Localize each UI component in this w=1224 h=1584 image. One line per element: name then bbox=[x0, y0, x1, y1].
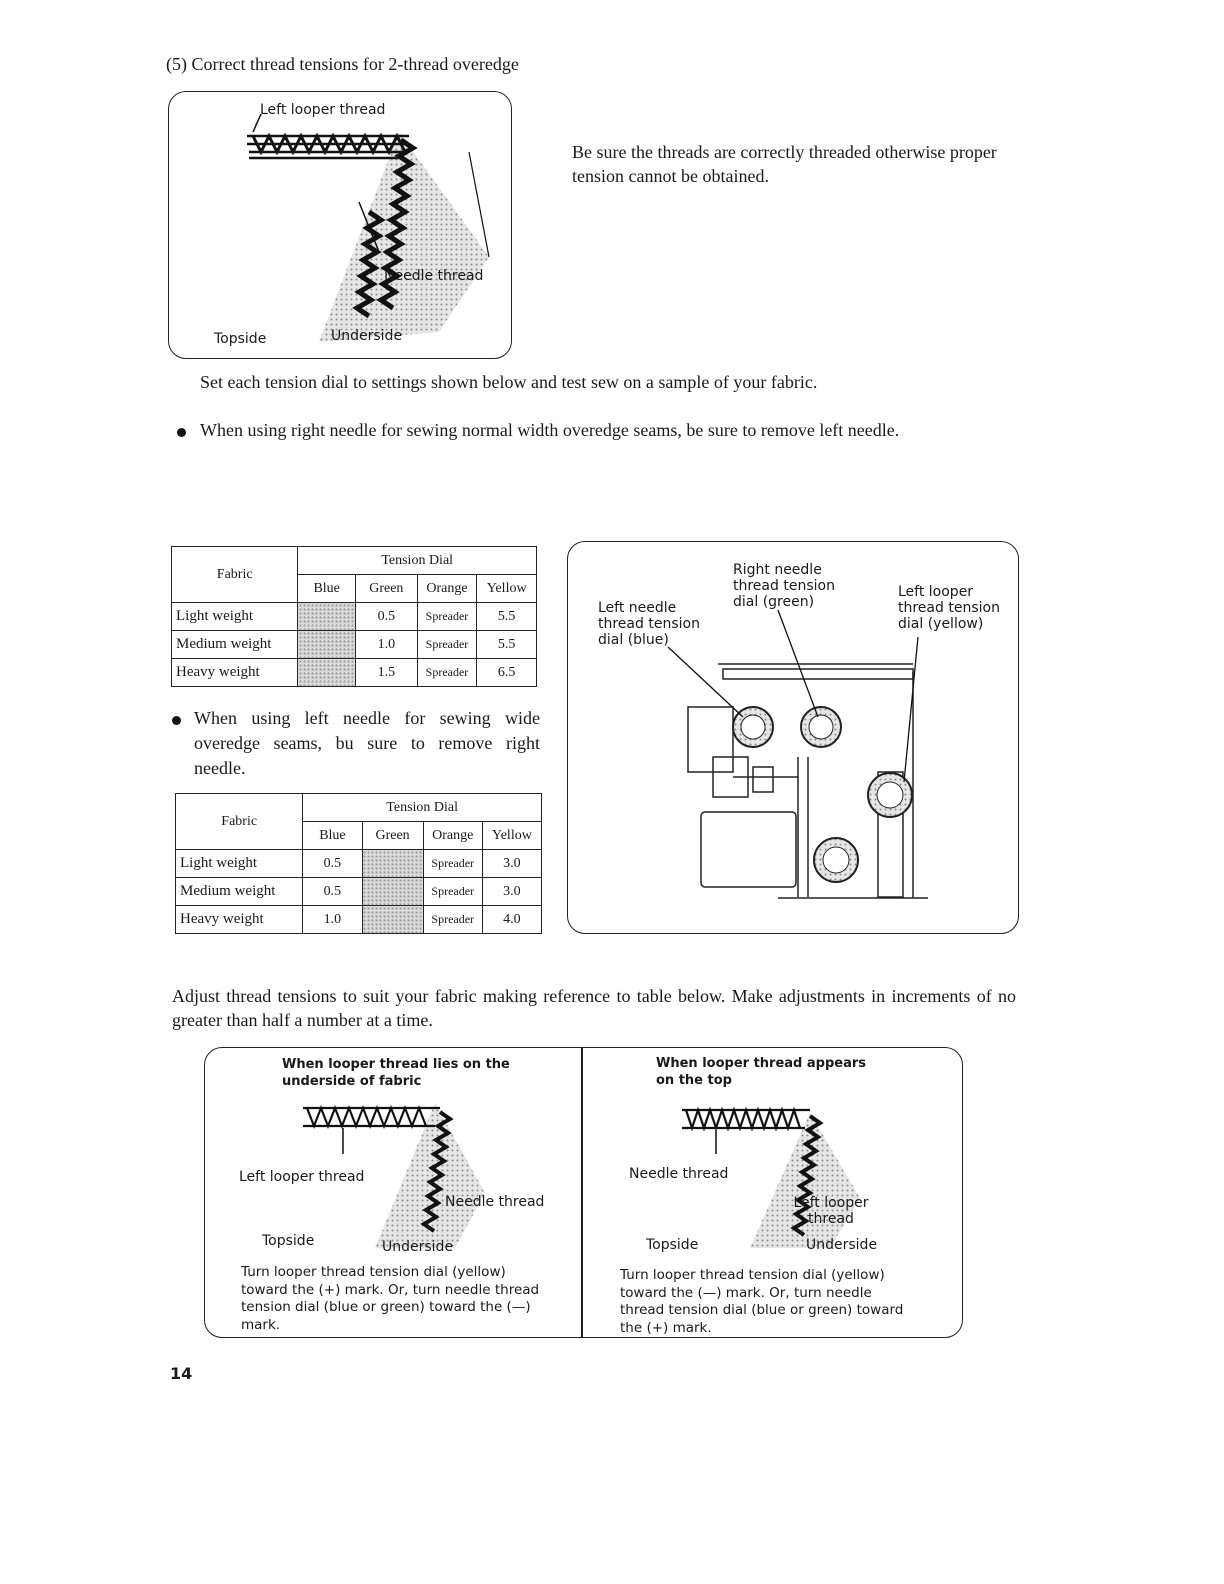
yellow-cell: 4.0 bbox=[482, 906, 541, 934]
left-needle-tension-table bbox=[175, 793, 542, 934]
orange-cell: Spreader bbox=[423, 906, 482, 934]
blue-cell bbox=[298, 603, 356, 631]
right-needle-dial-label: Right needle thread tension dial (green) bbox=[733, 562, 835, 610]
orange-cell: Spreader bbox=[417, 631, 477, 659]
table-row bbox=[172, 631, 537, 659]
set-dial-instruction: Set each tension dial to settings shown below and test sew on a sample of your fabric. bbox=[200, 372, 818, 392]
left-looper-dial-icon bbox=[868, 773, 912, 817]
table-row bbox=[172, 659, 537, 687]
underside-label: Underside bbox=[382, 1239, 454, 1255]
fabric-cell: Heavy weight bbox=[176, 906, 303, 934]
underside-label: Underside bbox=[806, 1237, 878, 1253]
green-cell: 0.5 bbox=[356, 603, 418, 631]
stitch-illustration bbox=[169, 92, 511, 358]
bullet-icon bbox=[172, 716, 181, 725]
blue-cell: 1.0 bbox=[303, 906, 362, 934]
left-looper-thread-label: Left looper thread bbox=[239, 1169, 365, 1185]
page-number: 14 bbox=[170, 1364, 193, 1383]
table-row bbox=[176, 906, 542, 934]
col-yellow: Yellow bbox=[477, 575, 537, 603]
underside-instruction: Turn looper thread tension dial (yellow) toward the (+) mark. Or, turn needle thread tension dial (blue or green) toward the (—) mark. bbox=[241, 1264, 540, 1333]
tension-adjust-figure bbox=[204, 1047, 963, 1338]
blue-cell bbox=[298, 659, 356, 687]
right-needle-tension-table bbox=[171, 546, 537, 687]
yellow-cell: 6.5 bbox=[477, 659, 537, 687]
fabric-cell: Heavy weight bbox=[172, 659, 298, 687]
needle-thread-label: Needle thread bbox=[629, 1166, 729, 1182]
green-cell bbox=[362, 850, 423, 878]
col-green: Green bbox=[356, 575, 418, 603]
col-yellow: Yellow bbox=[482, 822, 541, 850]
fabric-header: Fabric bbox=[176, 794, 303, 850]
orange-cell: Spreader bbox=[417, 659, 477, 687]
right-needle-bullet: When using right needle for sewing normal width overedge seams, be sure to remove left needle. bbox=[200, 420, 900, 440]
section-heading: (5) Correct thread tensions for 2-thread overedge bbox=[166, 54, 519, 74]
topside-label: Topside bbox=[646, 1237, 699, 1253]
col-orange: Orange bbox=[417, 575, 477, 603]
left-needle-bullet: When using left needle for sewing wide overedge seams, bu sure to remove right needle. bbox=[194, 708, 540, 778]
needle-thread-label: Needle thread bbox=[384, 268, 484, 284]
right-needle-dial-icon bbox=[801, 707, 841, 747]
threading-note: Be sure the threads are correctly threaded otherwise proper tension cannot be obtained. bbox=[572, 142, 997, 186]
left-looper-thread-label: Left looper thread bbox=[260, 102, 386, 118]
table-row bbox=[176, 850, 542, 878]
yellow-cell: 3.0 bbox=[482, 878, 541, 906]
tension-dial-header: Tension Dial bbox=[303, 794, 542, 822]
fabric-cell: Medium weight bbox=[172, 631, 298, 659]
col-orange: Orange bbox=[423, 822, 482, 850]
topside-heading: When looper thread appears on the top bbox=[656, 1056, 866, 1088]
green-cell bbox=[362, 906, 423, 934]
topside-instruction: Turn looper thread tension dial (yellow) toward the (—) mark. Or, turn needle thread tension dial (blue or green) toward the (+) mark. bbox=[620, 1267, 904, 1336]
fabric-cell: Medium weight bbox=[176, 878, 303, 906]
underside-heading: When looper thread lies on the underside of fabric bbox=[282, 1057, 510, 1089]
column-divider bbox=[581, 1048, 583, 1337]
table-row bbox=[176, 878, 542, 906]
orange-cell: Spreader bbox=[423, 878, 482, 906]
lower-looper-dial-icon bbox=[814, 838, 858, 882]
orange-cell: Spreader bbox=[417, 603, 477, 631]
fabric-cell: Light weight bbox=[172, 603, 298, 631]
green-cell: 1.5 bbox=[356, 659, 418, 687]
topside-label: Topside bbox=[214, 331, 267, 347]
adjust-instruction: Adjust thread tensions to suit your fabric making reference to table below. Make adjustments in increments of no greater than half a number at a time. bbox=[172, 986, 1016, 1030]
tension-dial-header: Tension Dial bbox=[298, 547, 537, 575]
left-looper-dial-label: Left looper thread tension dial (yellow) bbox=[898, 584, 1000, 632]
green-cell: 1.0 bbox=[356, 631, 418, 659]
topside-label: Topside bbox=[262, 1233, 315, 1249]
yellow-cell: 5.5 bbox=[477, 603, 537, 631]
underside-label: Underside bbox=[331, 328, 403, 344]
needle-thread-label: Needle thread bbox=[445, 1194, 545, 1210]
col-green: Green bbox=[362, 822, 423, 850]
tension-dials-figure bbox=[567, 541, 1019, 934]
green-cell bbox=[362, 878, 423, 906]
col-blue: Blue bbox=[303, 822, 362, 850]
col-blue: Blue bbox=[298, 575, 356, 603]
bullet-icon bbox=[177, 428, 186, 437]
yellow-cell: 3.0 bbox=[482, 850, 541, 878]
yellow-cell: 5.5 bbox=[477, 631, 537, 659]
orange-cell: Spreader bbox=[423, 850, 482, 878]
table-row bbox=[172, 603, 537, 631]
blue-cell bbox=[298, 631, 356, 659]
left-needle-dial-label: Left needle thread tension dial (blue) bbox=[598, 600, 700, 648]
fabric-header: Fabric bbox=[172, 547, 298, 603]
left-looper-thread-label: Left looper thread bbox=[793, 1195, 869, 1227]
blue-cell: 0.5 bbox=[303, 850, 362, 878]
overedge-stitch-figure bbox=[168, 91, 512, 359]
fabric-cell: Light weight bbox=[176, 850, 303, 878]
blue-cell: 0.5 bbox=[303, 878, 362, 906]
